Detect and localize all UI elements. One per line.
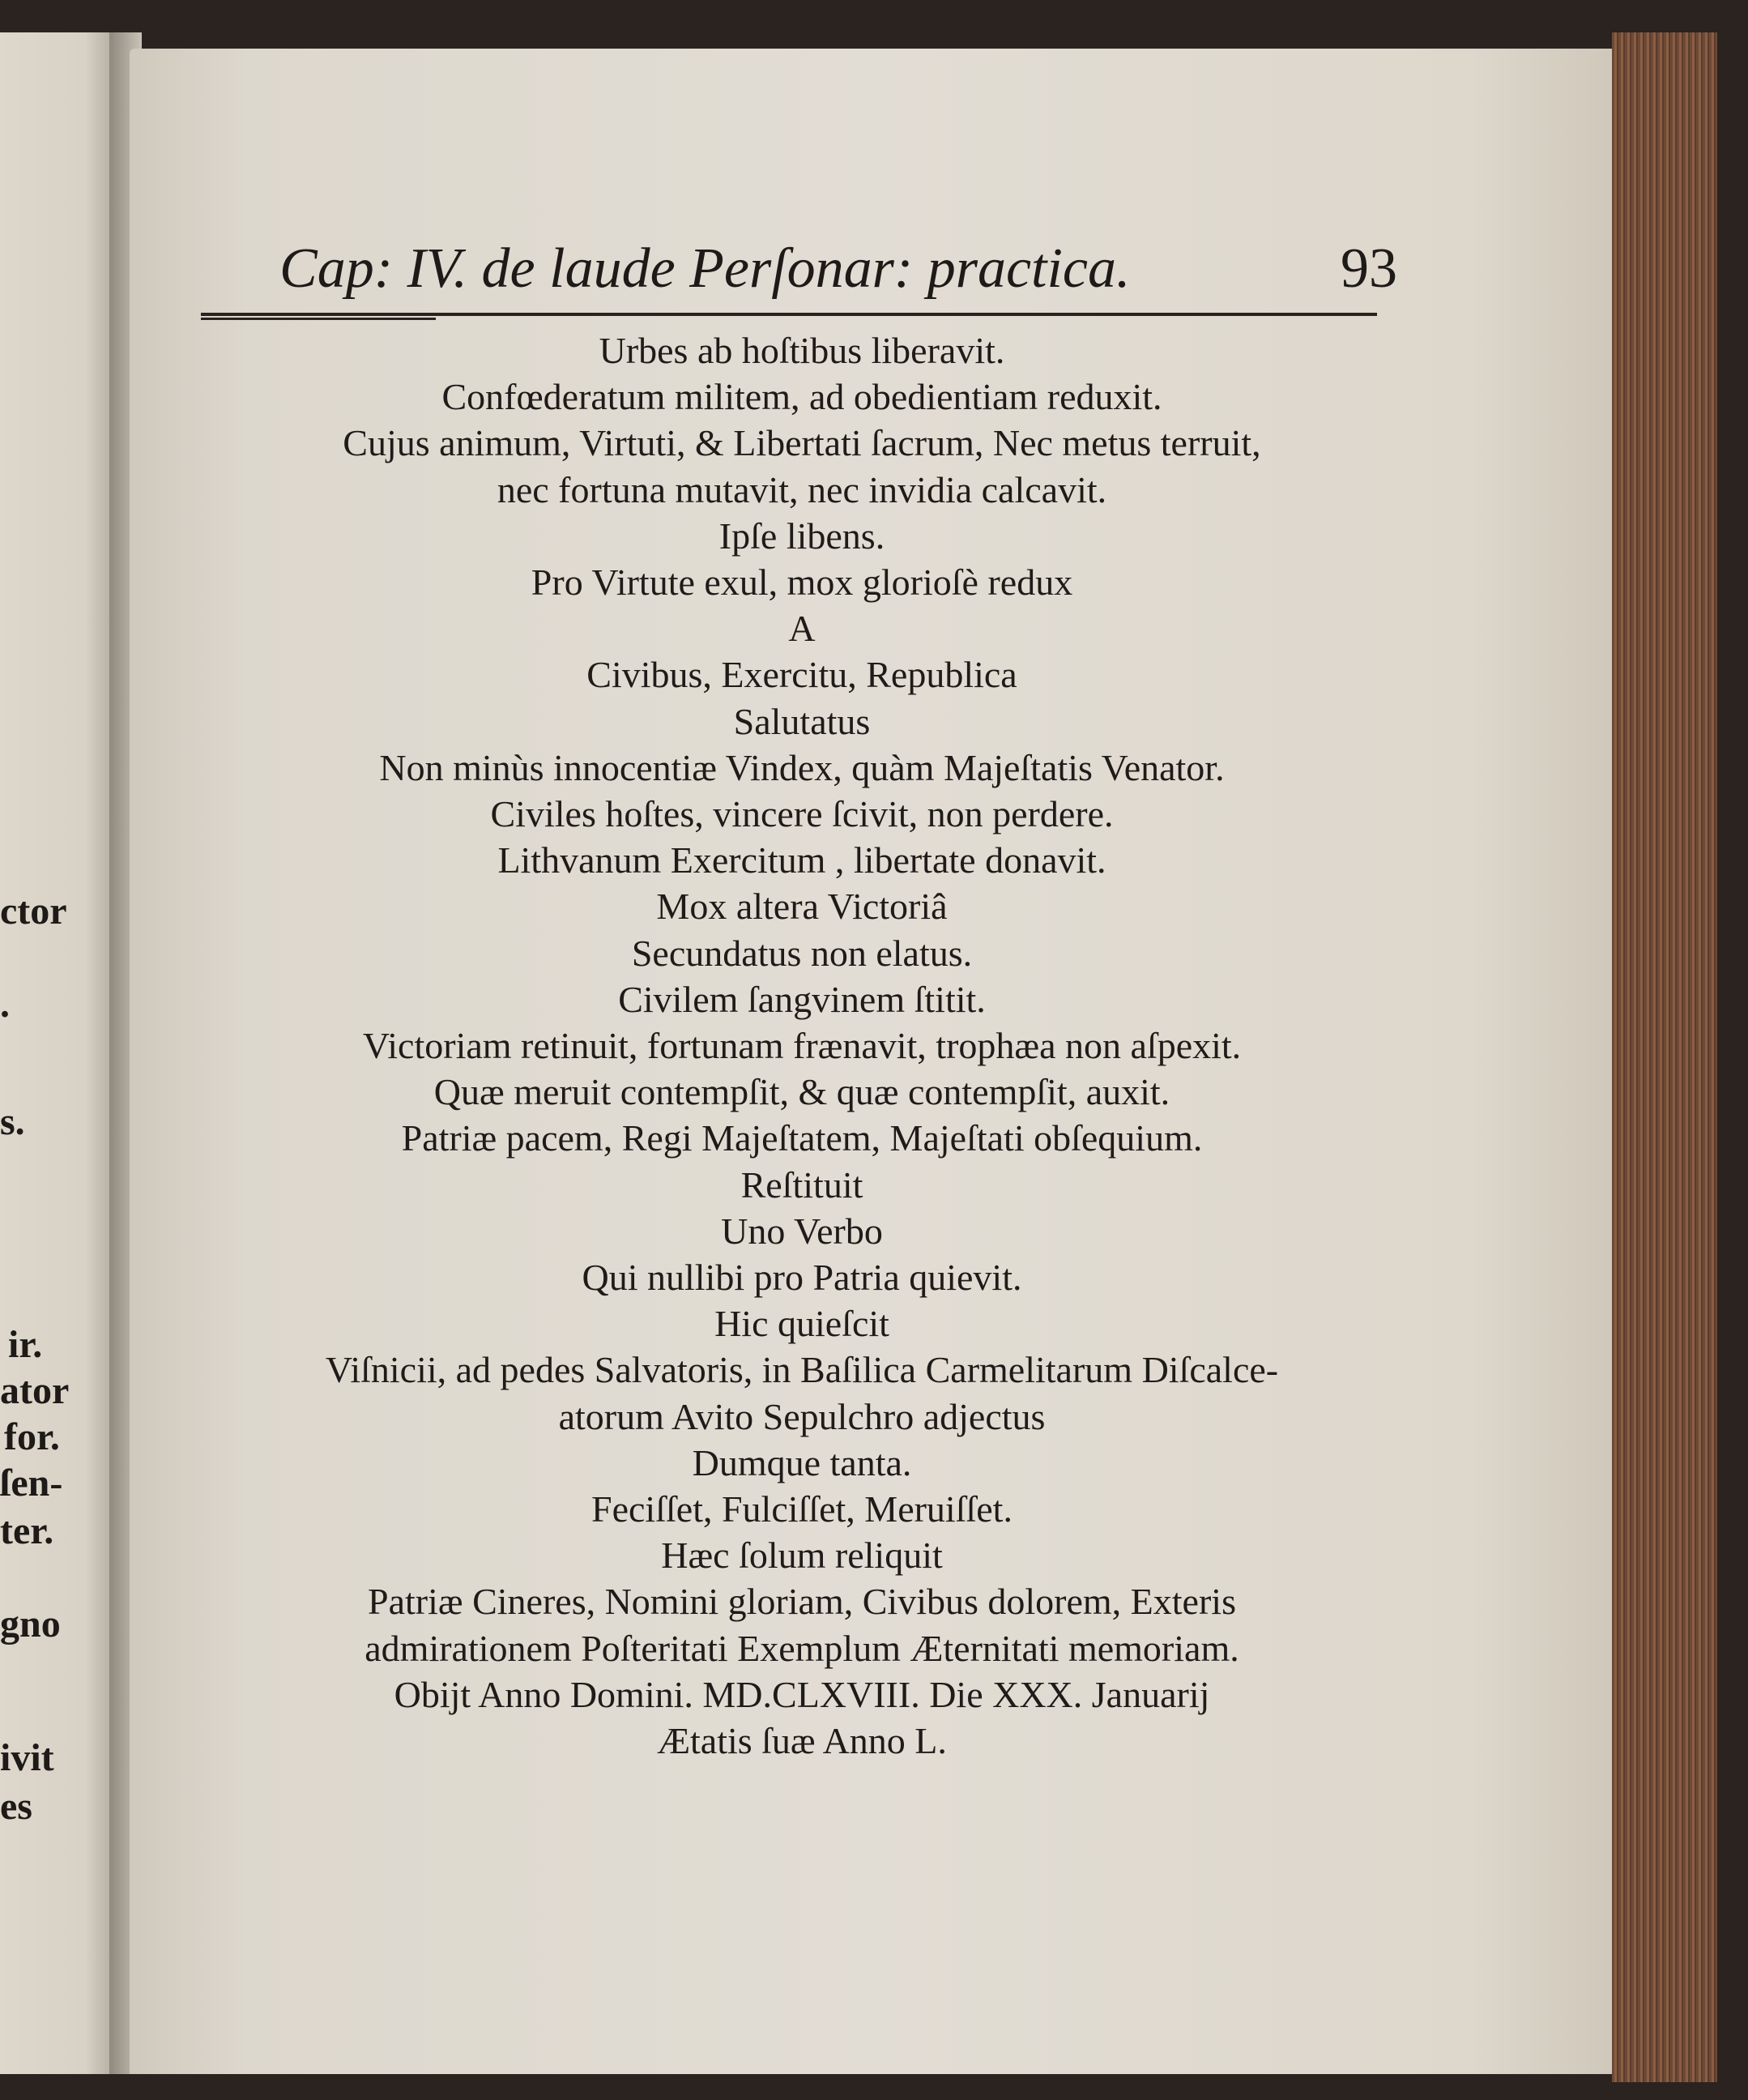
text-line: Reſtituit [740,1163,863,1206]
text-line: Obijt Anno Domini. MD.CLXVIII. Die XXX. Januarij [394,1673,1210,1715]
text-line: Non minùs innocentiæ Vindex, quàm Majeſtatis Venator. [379,746,1225,788]
left-fragment: ſen- [0,1462,63,1505]
running-header [279,235,1397,303]
text-line: Secundatus non elatus. [631,932,973,974]
text-line: Victoriam retinuit, fortunam frænavit, trophæa non aſpexit. [362,1025,1242,1066]
left-fragment: s. [0,1100,25,1143]
text-line: Quæ meruit contempſit, & quæ contempſit, auxit. [433,1071,1170,1113]
left-fragment: for. [4,1415,60,1458]
page-number: 93 [1341,237,1397,300]
text-line: Civibus, Exercitu, Republica [586,654,1017,696]
text-line: Urbes ab hoſtibus liberavit. [599,330,1005,371]
text-line: Hæc ſolum reliquit [661,1534,943,1577]
text-line: Ipſe libens. [718,514,885,557]
text-line: atorum Avito Sepulchro adjectus [558,1395,1046,1437]
running-title: Cap: IV. de laude Perſonar: practica. [279,237,1131,300]
header-rule-double [201,318,436,320]
left-fragment: . [0,983,10,1026]
text-line: Hic quieſcit [714,1303,889,1345]
text-line: Confœderatum militem, ad obedientiam reduxit. [441,376,1162,418]
header-rule [201,313,1377,316]
text-line: Cujus animum, Virtuti, & Libertati ſacrum, Nec metus terruit, [343,422,1261,464]
text-line: Viſnicii, ad pedes Salvatoris, in Baſilica Carmelitarum Diſcalce- [325,1349,1279,1391]
text-line: Ætatis ſuæ Anno L. [657,1720,947,1761]
text-line: Civiles hoſtes, vincere ſcivit, non perdere. [490,793,1114,834]
left-fragment: es [0,1785,32,1828]
text-line: Civilem ſangvinem ſtitit. [618,978,986,1020]
text-line: Qui nullibi pro Patria quievit. [582,1257,1022,1298]
left-fragment: ctor [0,890,67,933]
text-line: Salutatus [733,700,871,742]
page-fore-edge [1612,32,1717,2082]
left-fragment: ir. [8,1323,43,1366]
text-line: Patriæ pacem, Regi Majeſtatem, Majeſtati obſequium. [401,1117,1203,1159]
text-line: A [788,608,816,650]
text-line: Lithvanum Exercitum , libertate donavit. [497,839,1106,881]
left-fragment: ator [0,1369,70,1412]
text-line: Dumque tanta. [692,1441,912,1483]
left-fragment: ter. [0,1509,54,1552]
text-line: admirationem Poſteritati Exemplum Æternitati memoriam. [365,1627,1239,1669]
text-line: Pro Virtute exul, mox glorioſè redux [531,561,1073,603]
left-fragment: ivit [0,1736,54,1779]
text-line: nec fortuna mutavit, nec invidia calcavit. [497,468,1107,510]
left-fragment: gno [0,1603,61,1645]
text-line: Uno Verbo [721,1210,883,1252]
left-page [0,32,122,2074]
text-line: Feciſſet, Fulciſſet, Meruiſſet. [591,1488,1013,1530]
text-line: Mox altera Victoriâ [656,886,948,928]
text-line: Patriæ Cineres, Nomini gloriam, Civibus dolorem, Exteris [368,1581,1236,1623]
